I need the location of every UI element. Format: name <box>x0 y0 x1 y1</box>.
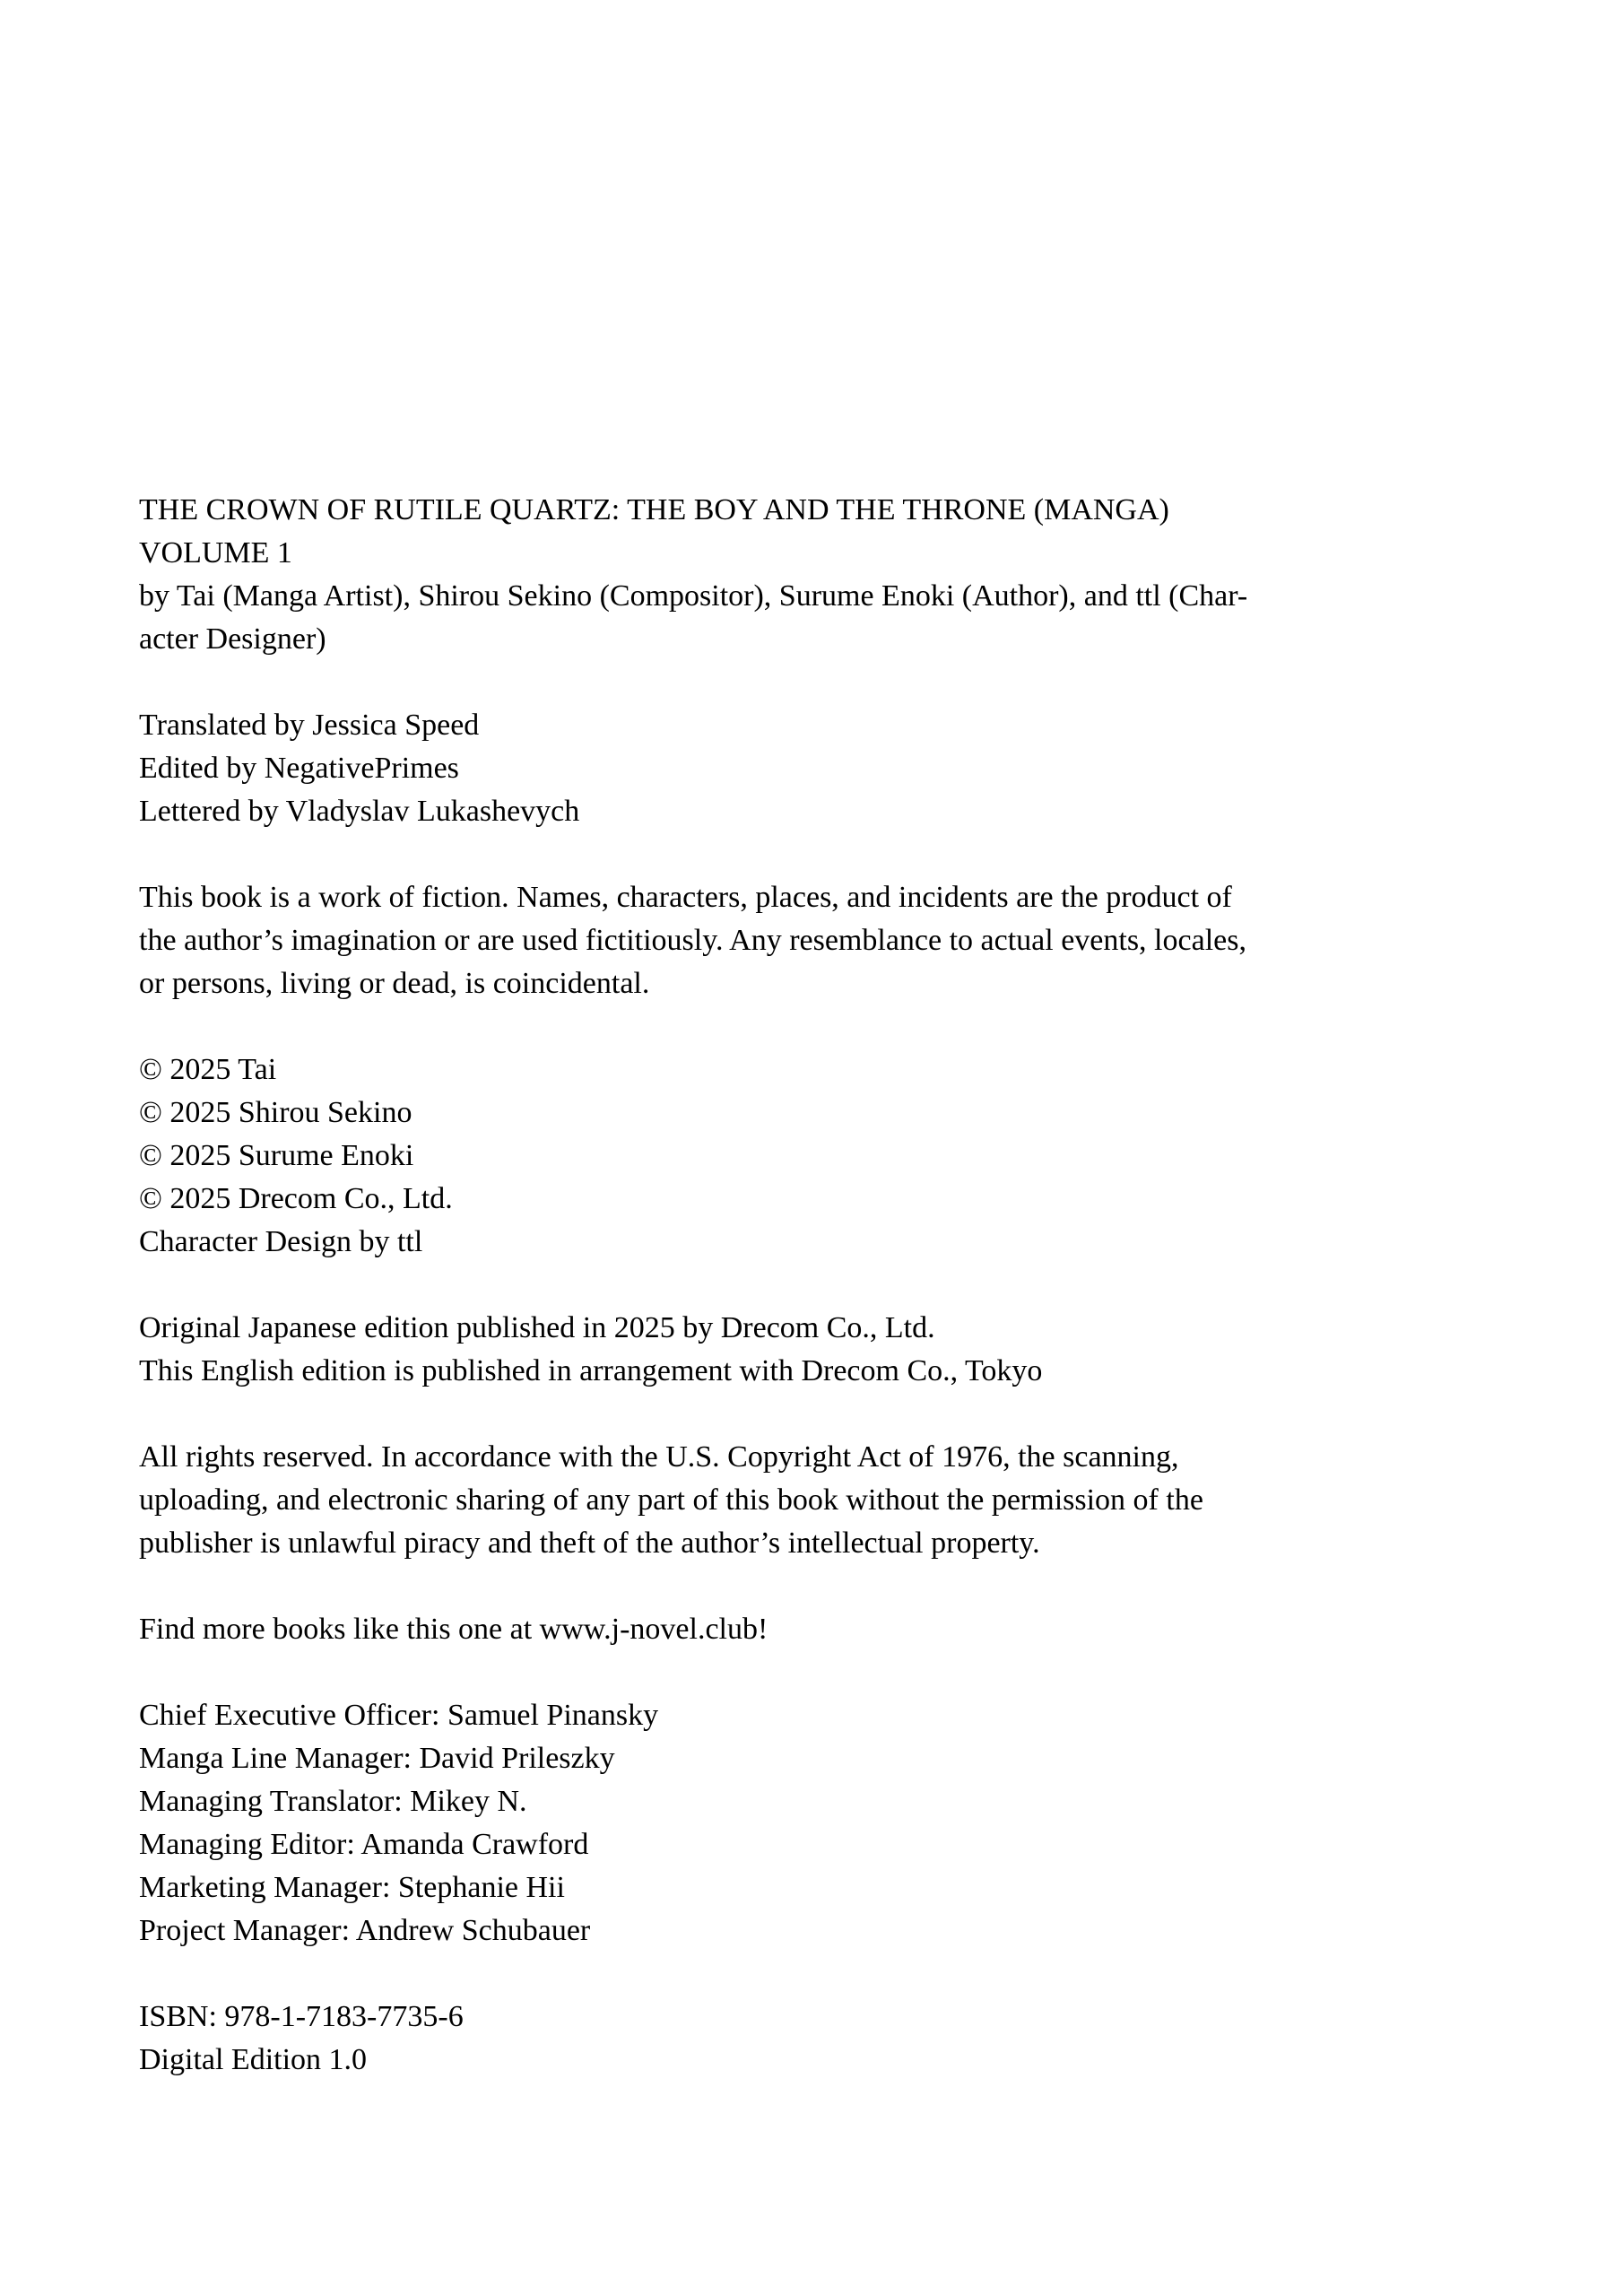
digital-edition-version: Digital Edition 1.0 <box>139 2043 368 2076</box>
edition-info-block <box>139 1307 1480 1393</box>
isbn-block <box>139 1996 1480 2082</box>
marketing-manager-credit: Marketing Manager: Stephanie Hii <box>139 1871 565 1904</box>
letterer-credit: Lettered by Vladyslav Lukashevych <box>139 795 580 828</box>
project-manager-credit: Project Manager: Andrew Schubauer <box>139 1914 591 1947</box>
manga-line-manager-credit: Manga Line Manager: David Prileszky <box>139 1742 615 1775</box>
byline: by Tai (Manga Artist), Shirou Sekino (Compositor), Surume Enoki (Author), and ttl (Char- <box>139 579 1248 613</box>
promo-line: Find more books like this one at www.j-novel.club! <box>139 1613 768 1646</box>
staff-block <box>139 1694 1480 1952</box>
fiction-disclaimer-block <box>139 876 1480 1005</box>
character-design-credit: Character Design by ttl <box>139 1225 423 1258</box>
rights-notice-block <box>139 1436 1480 1565</box>
isbn-number: ISBN: 978-1-7183-7735-6 <box>139 2000 464 2033</box>
translation-credits-block <box>139 704 1480 833</box>
rights-line-2: uploading, and electronic sharing of any part of this book without the permission of the <box>139 1483 1203 1517</box>
managing-translator-credit: Managing Translator: Mikey N. <box>139 1785 527 1818</box>
disclaimer-line-3: or persons, living or dead, is coincidental. <box>139 967 650 1000</box>
copyright-surume-enoki: © 2025 Surume Enoki <box>139 1139 414 1172</box>
managing-editor-credit: Managing Editor: Amanda Crawford <box>139 1828 589 1861</box>
english-edition-line: This English edition is published in arrangement with Drecom Co., Tokyo <box>139 1354 1043 1387</box>
japanese-edition-line: Original Japanese edition published in 2025 by Drecom Co., Ltd. <box>139 1311 935 1344</box>
volume-number: VOLUME 1 <box>139 536 292 570</box>
copyright-shirou-sekino: © 2025 Shirou Sekino <box>139 1096 412 1129</box>
book-title: THE CROWN OF RUTILE QUARTZ: THE BOY AND THE THRONE (MANGA) <box>139 493 1169 526</box>
disclaimer-line-1: This book is a work of fiction. Names, characters, places, and incidents are the product of <box>139 881 1232 914</box>
colophon-content <box>139 489 1480 2125</box>
translator-credit: Translated by Jessica Speed <box>139 709 480 742</box>
rights-line-3: publisher is unlawful piracy and theft of the author’s intellectual property. <box>139 1526 1040 1560</box>
copyright-block <box>139 1048 1480 1264</box>
copyright-drecom: © 2025 Drecom Co., Ltd. <box>139 1182 453 1215</box>
copyright-tai: © 2025 Tai <box>139 1053 277 1086</box>
byline-continuation: acter Designer) <box>139 622 326 656</box>
promo-block <box>139 1608 1480 1651</box>
rights-line-1: All rights reserved. In accordance with the U.S. Copyright Act of 1976, the scanning, <box>139 1440 1179 1474</box>
ceo-credit: Chief Executive Officer: Samuel Pinansky <box>139 1699 659 1732</box>
editor-credit: Edited by NegativePrimes <box>139 752 459 785</box>
title-block <box>139 489 1480 661</box>
disclaimer-line-2: the author’s imagination or are used fictitiously. Any resemblance to actual events, locales, <box>139 924 1246 957</box>
